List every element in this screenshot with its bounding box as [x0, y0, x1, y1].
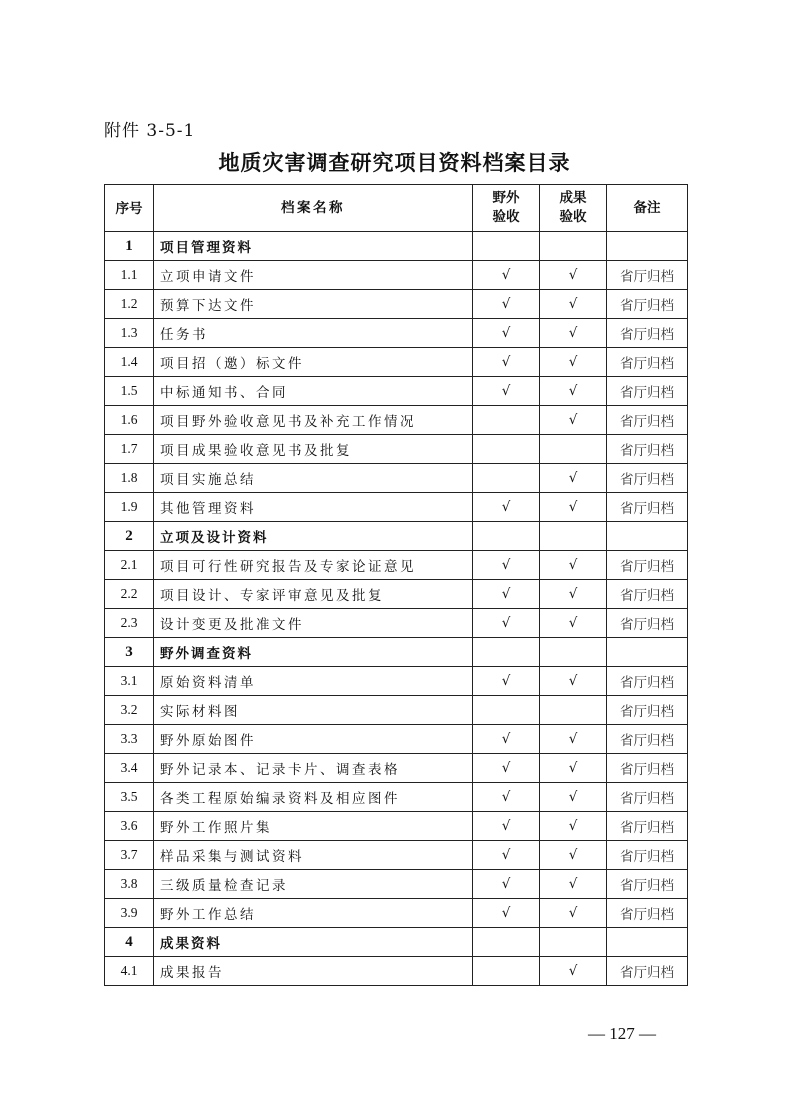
table-row — [105, 957, 688, 986]
cell-field-acceptance: √ — [473, 841, 540, 870]
cell-note: 省厅归档 — [607, 580, 688, 609]
cell-result-acceptance — [540, 232, 607, 261]
cell-result-acceptance: √ — [540, 406, 607, 435]
header-name: 档案名称 — [154, 185, 473, 232]
cell-no: 1 — [105, 232, 154, 261]
table-header-row — [105, 185, 688, 232]
table-row — [105, 435, 688, 464]
cell-result-acceptance: √ — [540, 290, 607, 319]
cell-note — [607, 638, 688, 667]
cell-field-acceptance — [473, 522, 540, 551]
cell-field-acceptance: √ — [473, 319, 540, 348]
cell-no: 2.3 — [105, 609, 154, 638]
cell-note — [607, 232, 688, 261]
cell-field-acceptance: √ — [473, 754, 540, 783]
cell-result-acceptance: √ — [540, 725, 607, 754]
cell-result-acceptance: √ — [540, 899, 607, 928]
cell-no: 1.9 — [105, 493, 154, 522]
cell-field-acceptance: √ — [473, 870, 540, 899]
archive-catalog-table — [104, 184, 688, 986]
cell-note: 省厅归档 — [607, 812, 688, 841]
table-row — [105, 667, 688, 696]
cell-note: 省厅归档 — [607, 609, 688, 638]
cell-name: 样品采集与测试资料 — [154, 841, 473, 870]
cell-no: 2.1 — [105, 551, 154, 580]
cell-note: 省厅归档 — [607, 261, 688, 290]
cell-field-acceptance — [473, 464, 540, 493]
cell-field-acceptance: √ — [473, 899, 540, 928]
cell-name: 项目管理资料 — [154, 232, 473, 261]
header-result-line1: 成果 — [559, 190, 587, 206]
cell-no: 1.4 — [105, 348, 154, 377]
cell-note: 省厅归档 — [607, 290, 688, 319]
cell-name: 项目成果验收意见书及批复 — [154, 435, 473, 464]
cell-result-acceptance: √ — [540, 348, 607, 377]
cell-note: 省厅归档 — [607, 841, 688, 870]
cell-result-acceptance: √ — [540, 754, 607, 783]
cell-name: 野外工作照片集 — [154, 812, 473, 841]
cell-name: 成果资料 — [154, 928, 473, 957]
cell-field-acceptance — [473, 435, 540, 464]
cell-result-acceptance: √ — [540, 551, 607, 580]
table-body — [105, 232, 688, 986]
cell-no: 1.2 — [105, 290, 154, 319]
cell-name: 野外工作总结 — [154, 899, 473, 928]
cell-field-acceptance: √ — [473, 609, 540, 638]
cell-field-acceptance: √ — [473, 493, 540, 522]
cell-result-acceptance: √ — [540, 783, 607, 812]
cell-note: 省厅归档 — [607, 348, 688, 377]
cell-name: 原始资料清单 — [154, 667, 473, 696]
cell-name: 项目可行性研究报告及专家论证意见 — [154, 551, 473, 580]
cell-no: 3.4 — [105, 754, 154, 783]
cell-no: 2.2 — [105, 580, 154, 609]
cell-note — [607, 522, 688, 551]
cell-name: 三级质量检查记录 — [154, 870, 473, 899]
cell-name: 预算下达文件 — [154, 290, 473, 319]
table-row — [105, 290, 688, 319]
cell-result-acceptance: √ — [540, 493, 607, 522]
cell-no: 1.7 — [105, 435, 154, 464]
cell-name: 任务书 — [154, 319, 473, 348]
cell-result-acceptance: √ — [540, 957, 607, 986]
cell-result-acceptance: √ — [540, 870, 607, 899]
cell-result-acceptance: √ — [540, 377, 607, 406]
cell-no: 2 — [105, 522, 154, 551]
header-field-line2: 验收 — [492, 209, 520, 225]
header-field-acceptance — [473, 185, 540, 232]
cell-name: 中标通知书、合同 — [154, 377, 473, 406]
cell-field-acceptance: √ — [473, 725, 540, 754]
header-field-line1: 野外 — [492, 190, 520, 206]
cell-name: 项目设计、专家评审意见及批复 — [154, 580, 473, 609]
table-row — [105, 406, 688, 435]
page-number: — 127 — — [588, 1024, 656, 1043]
attachment-label: 附件 3-5-1 — [104, 121, 196, 141]
table-row — [105, 812, 688, 841]
cell-name: 立项申请文件 — [154, 261, 473, 290]
section-row — [105, 928, 688, 957]
table-row — [105, 696, 688, 725]
cell-note: 省厅归档 — [607, 493, 688, 522]
cell-name: 其他管理资料 — [154, 493, 473, 522]
cell-no: 1.5 — [105, 377, 154, 406]
cell-result-acceptance — [540, 435, 607, 464]
table-row — [105, 493, 688, 522]
cell-no: 4.1 — [105, 957, 154, 986]
cell-field-acceptance — [473, 232, 540, 261]
cell-field-acceptance: √ — [473, 812, 540, 841]
header-no: 序号 — [105, 185, 154, 232]
cell-no: 3 — [105, 638, 154, 667]
table-row — [105, 464, 688, 493]
cell-field-acceptance — [473, 406, 540, 435]
cell-field-acceptance: √ — [473, 551, 540, 580]
cell-name: 项目招（邀）标文件 — [154, 348, 473, 377]
cell-result-acceptance: √ — [540, 841, 607, 870]
cell-note: 省厅归档 — [607, 377, 688, 406]
cell-no: 3.6 — [105, 812, 154, 841]
table-row — [105, 870, 688, 899]
table-row — [105, 377, 688, 406]
table-row — [105, 841, 688, 870]
cell-name: 设计变更及批准文件 — [154, 609, 473, 638]
table-row — [105, 783, 688, 812]
cell-no: 3.8 — [105, 870, 154, 899]
cell-no: 3.7 — [105, 841, 154, 870]
cell-result-acceptance — [540, 522, 607, 551]
cell-name: 项目野外验收意见书及补充工作情况 — [154, 406, 473, 435]
cell-field-acceptance: √ — [473, 290, 540, 319]
cell-note: 省厅归档 — [607, 754, 688, 783]
table-row — [105, 261, 688, 290]
cell-field-acceptance: √ — [473, 667, 540, 696]
cell-no: 3.9 — [105, 899, 154, 928]
cell-result-acceptance: √ — [540, 261, 607, 290]
table-row — [105, 319, 688, 348]
cell-note: 省厅归档 — [607, 725, 688, 754]
cell-note: 省厅归档 — [607, 696, 688, 725]
cell-no: 4 — [105, 928, 154, 957]
cell-no: 1.3 — [105, 319, 154, 348]
table-row — [105, 348, 688, 377]
cell-result-acceptance — [540, 696, 607, 725]
cell-note: 省厅归档 — [607, 783, 688, 812]
cell-field-acceptance — [473, 696, 540, 725]
cell-no: 3.5 — [105, 783, 154, 812]
cell-note: 省厅归档 — [607, 464, 688, 493]
cell-no: 1.1 — [105, 261, 154, 290]
table-row — [105, 725, 688, 754]
cell-note: 省厅归档 — [607, 667, 688, 696]
document-title: 地质灾害调查研究项目资料档案目录 — [218, 150, 571, 175]
cell-name: 野外记录本、记录卡片、调查表格 — [154, 754, 473, 783]
cell-name: 各类工程原始编录资料及相应图件 — [154, 783, 473, 812]
cell-no: 3.2 — [105, 696, 154, 725]
cell-result-acceptance — [540, 928, 607, 957]
cell-name: 实际材料图 — [154, 696, 473, 725]
cell-note: 省厅归档 — [607, 435, 688, 464]
cell-note: 省厅归档 — [607, 957, 688, 986]
table-row — [105, 580, 688, 609]
cell-field-acceptance: √ — [473, 783, 540, 812]
cell-result-acceptance: √ — [540, 609, 607, 638]
header-note: 备注 — [607, 185, 688, 232]
cell-no: 3.1 — [105, 667, 154, 696]
cell-name: 野外调查资料 — [154, 638, 473, 667]
cell-name: 立项及设计资料 — [154, 522, 473, 551]
table-row — [105, 609, 688, 638]
table-row — [105, 754, 688, 783]
cell-result-acceptance: √ — [540, 580, 607, 609]
cell-field-acceptance — [473, 957, 540, 986]
cell-no: 1.8 — [105, 464, 154, 493]
cell-field-acceptance: √ — [473, 580, 540, 609]
section-row — [105, 522, 688, 551]
cell-result-acceptance: √ — [540, 319, 607, 348]
cell-result-acceptance — [540, 638, 607, 667]
cell-note: 省厅归档 — [607, 319, 688, 348]
cell-no: 3.3 — [105, 725, 154, 754]
table-row — [105, 551, 688, 580]
cell-name: 成果报告 — [154, 957, 473, 986]
section-row — [105, 638, 688, 667]
cell-note: 省厅归档 — [607, 551, 688, 580]
cell-result-acceptance: √ — [540, 464, 607, 493]
cell-name: 野外原始图件 — [154, 725, 473, 754]
cell-result-acceptance: √ — [540, 667, 607, 696]
cell-note: 省厅归档 — [607, 870, 688, 899]
cell-field-acceptance: √ — [473, 377, 540, 406]
header-result-acceptance — [540, 185, 607, 232]
cell-note: 省厅归档 — [607, 406, 688, 435]
cell-field-acceptance: √ — [473, 348, 540, 377]
section-row — [105, 232, 688, 261]
cell-field-acceptance — [473, 928, 540, 957]
cell-field-acceptance — [473, 638, 540, 667]
cell-name: 项目实施总结 — [154, 464, 473, 493]
cell-note: 省厅归档 — [607, 899, 688, 928]
cell-field-acceptance: √ — [473, 261, 540, 290]
cell-no: 1.6 — [105, 406, 154, 435]
cell-result-acceptance: √ — [540, 812, 607, 841]
header-result-line2: 验收 — [559, 209, 587, 225]
cell-note — [607, 928, 688, 957]
table-row — [105, 899, 688, 928]
